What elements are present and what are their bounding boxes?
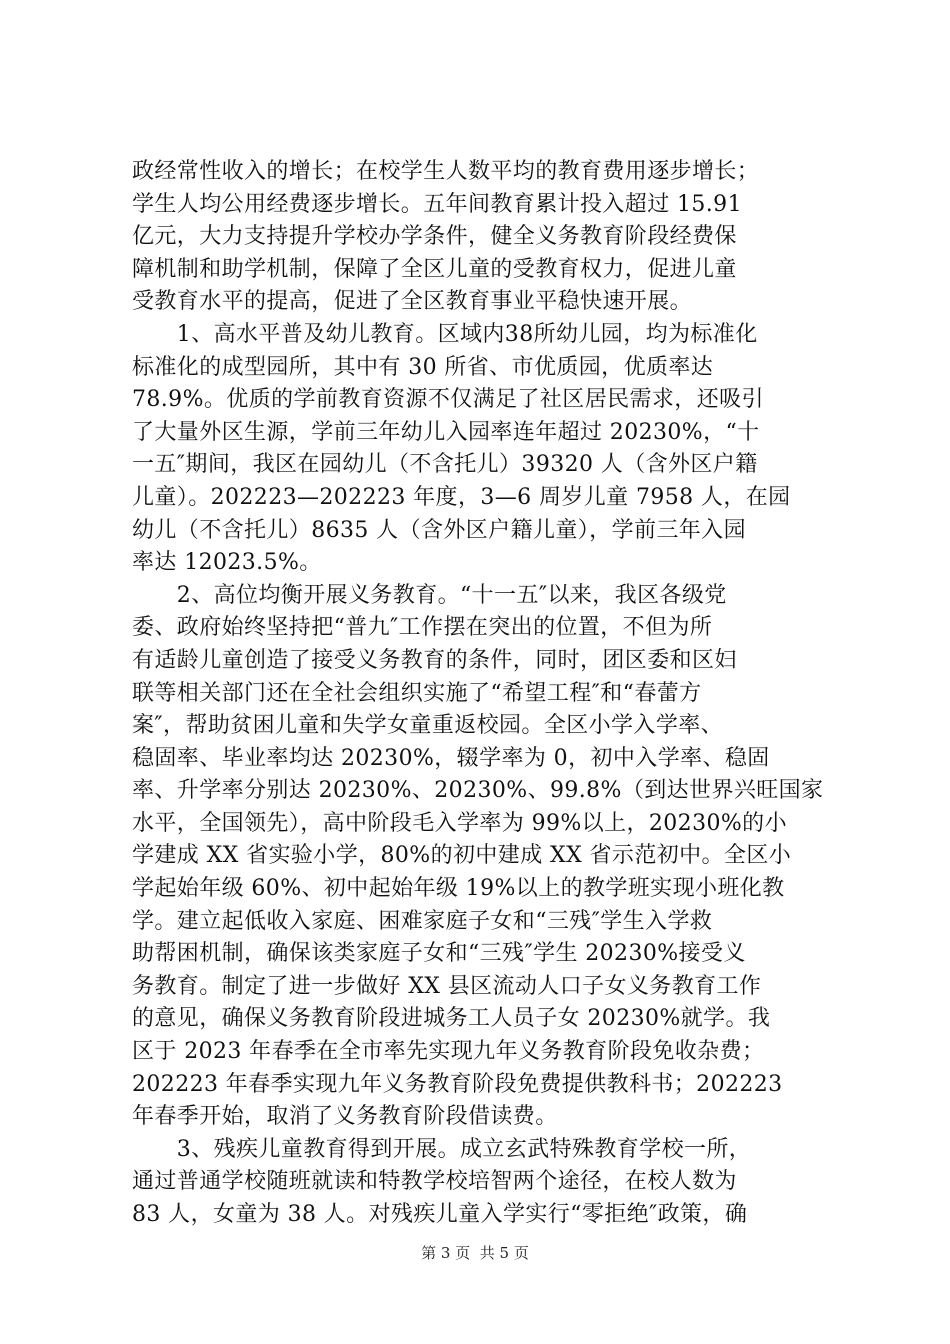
text-line: 受教育水平的提高，促进了全区教育事业平稳快速开展。 — [132, 289, 693, 315]
text-line: 通过普通学校随班就读和特教学校培智两个途径，在校人数为 — [132, 1169, 737, 1195]
text-line: 学。建立起低收入家庭、困难家庭子女和“三残″学生入学救 — [132, 908, 713, 934]
text-line: 3、残疾儿童教育得到开展。成立玄武特殊教育学校一所， — [132, 1136, 752, 1162]
text-line: 了大量外区生源，学前三年幼儿入园率连年超过 20230%，“十 — [132, 419, 760, 445]
text-line: 务教育。制定了进一步做好 XX 县区流动人口子女义务教育工作 — [132, 973, 762, 999]
text-line: 率、升学率分别达 20230%、20230%、99.8%（到达世界兴旺国家 — [132, 778, 824, 804]
page-footer: 第 3 页 共 5 页 — [421, 1244, 529, 1262]
text-line: 的意见，确保义务教育阶段进城务工人员子女 20230%就学。我 — [132, 1006, 771, 1032]
text-line: 幼儿（不含托儿）8635 人（含外区户籍儿童），学前三年入园 — [132, 517, 746, 543]
text-line: 水平，全国领先），高中阶段毛入学率为 99%以上，20230%的小 — [132, 810, 787, 836]
text-line: 稳固率、毕业率均达 20230%，辍学率为 0，初中入学率、稳固 — [132, 745, 770, 771]
text-line: 2、高位均衡开展义务教育。“十一五″以来，我区各级党 — [132, 582, 727, 608]
text-line: 区于 2023 年春季在全市率先实现九年义务教育阶段免收杂费； — [132, 1039, 765, 1065]
text-line: 亿元，大力支持提升学校办学条件，健全义务教育阶段经费保 — [132, 224, 737, 250]
text-line: 一五″期间，我区在园幼儿（不含托儿）39320 人（含外区户籍 — [132, 452, 758, 478]
text-line: 学起始年级 60%、初中起始年级 19%以上的教学班实现小班化教 — [132, 876, 785, 902]
text-line: 障机制和助学机制，保障了全区儿童的受教育权力，促进儿童 — [132, 256, 737, 282]
text-line: 率达 12023.5%。 — [132, 550, 322, 576]
body-text — [132, 156, 832, 1232]
text-line: 83 人，女童为 38 人。对残疾儿童入学实行“零拒绝″政策，确 — [132, 1202, 748, 1227]
text-line: 学建成 XX 省实验小学，80%的初中建成 XX 省示范初中。全区小 — [132, 843, 792, 869]
text-line: 学生人均公用经费逐步增长。五年间教育累计投入超过 15.91 — [132, 191, 742, 217]
text-line: 年春季开始，取消了义务教育阶段借读费。 — [132, 1104, 558, 1130]
text-line: 委、政府始终坚持把“普九″工作摆在突出的位置，不但为所 — [132, 615, 713, 641]
text-line: 1、高水平普及幼儿教育。区域内38所幼儿园，均为标准化 — [132, 321, 758, 347]
text-line: 联等相关部门还在全社会组织实施了“希望工程″和“春蕾方 — [132, 680, 702, 706]
text-line: 儿童）。202223—202223 年度，3—6 周岁儿童 7958 人，在园 — [132, 484, 791, 510]
text-line: 202223 年春季实现九年义务教育阶段免费提供教科书；202223 — [132, 1071, 783, 1097]
text-line: 78.9%。优质的学前教育资源不仅满足了社区居民需求，还吸引 — [132, 387, 764, 413]
text-line: 有适龄儿童创造了接受义务教育的条件，同时，团区委和区妇 — [132, 647, 737, 673]
text-line: 政经常性收入的增长；在校学生人数平均的教育费用逐步增长； — [132, 159, 760, 184]
text-line: 标准化的成型园所，其中有 30 所省、市优质园，优质率达 — [132, 354, 714, 380]
text-line: 助帮困机制，确保该类家庭子女和“三残″学生 20230%接受义 — [132, 941, 746, 967]
text-line: 案″，帮助贫困儿童和失学女童重返校园。全区小学入学率、 — [132, 713, 724, 739]
